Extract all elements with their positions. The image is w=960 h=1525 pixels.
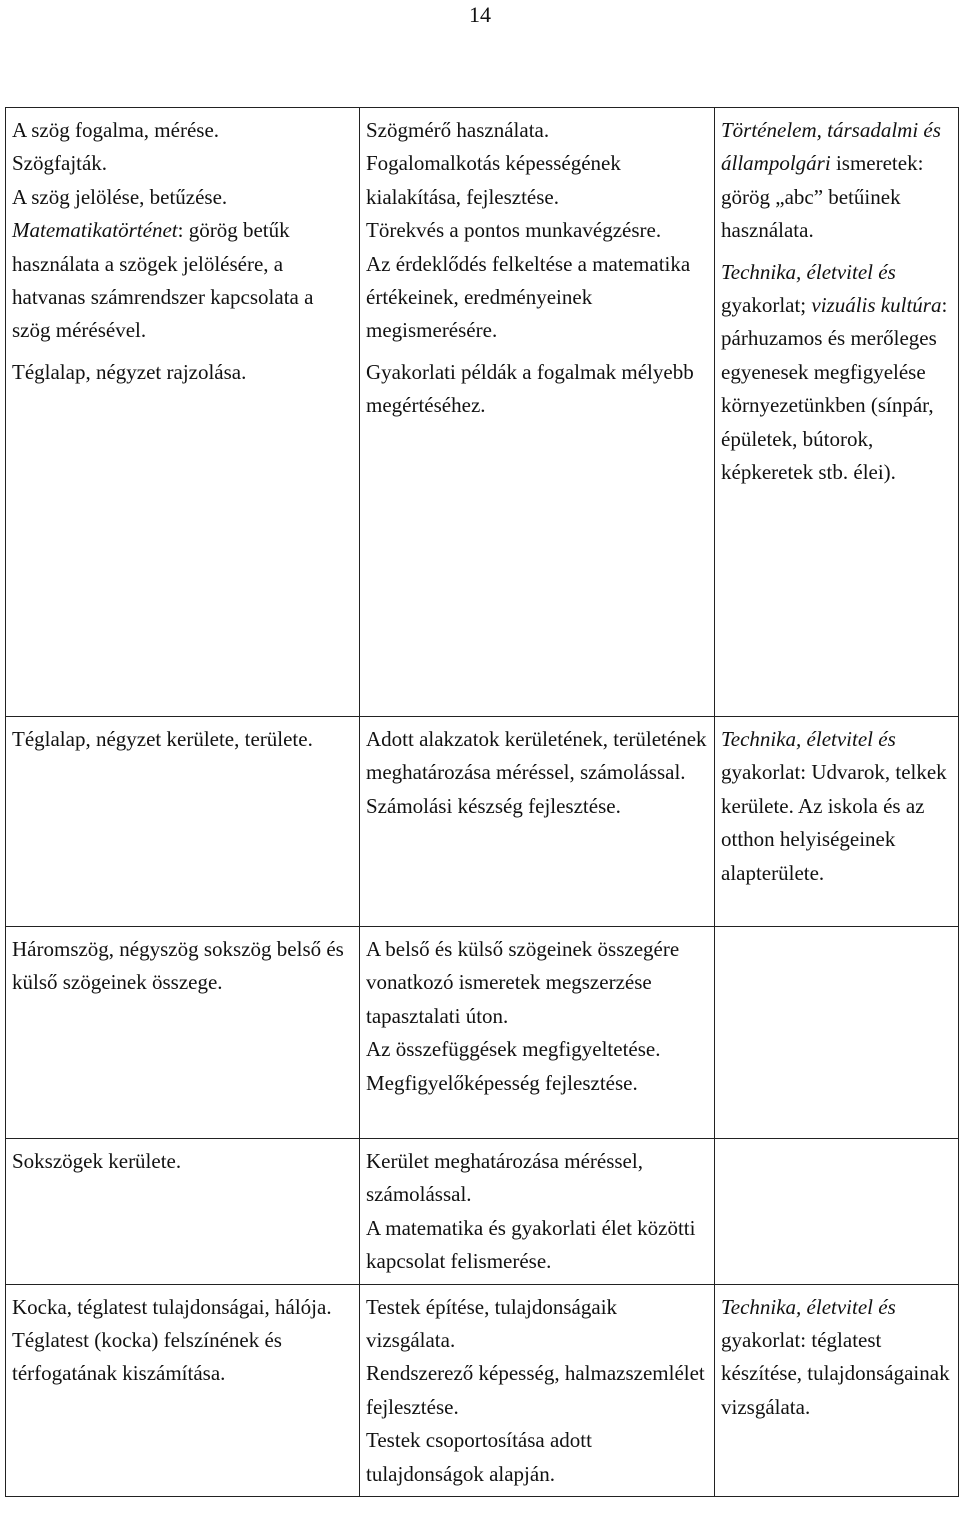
development-cell	[360, 717, 715, 927]
crosscurricular-text	[721, 1291, 952, 1425]
development-text: Számolási készség fejlesztése.	[366, 793, 621, 818]
development-text: A matematika és gyakorlati élet közötti kapcsolat felismerése.	[366, 1215, 696, 1274]
topic-text: A szög fogalma, mérése.	[12, 118, 220, 142]
crosscurricular-cell	[715, 1284, 959, 1496]
topic-text: Háromszög, négyszög sokszög belső és külső szögeinek összege.	[12, 937, 344, 995]
crosscurricular-text-rest: gyakorlat: Udvarok, telkek kerülete. Az iskola és az otthon helyiségeinek alapterülete.	[721, 760, 947, 885]
topic-text: A szög jelölése, betűzése.	[12, 184, 228, 209]
development-text: Az összefüggések megfigyeltetése.	[366, 1037, 661, 1062]
topic-text: Kocka, téglatest tulajdonságai, hálója.	[12, 1294, 332, 1319]
development-text: Gyakorlati példák a fogalmak mélyebb megértéséhez.	[366, 359, 694, 418]
topic-text: Téglatest (kocka) felszínének és térfogatának kiszámítása.	[12, 1328, 282, 1386]
crosscurricular-text	[721, 256, 952, 490]
topic-cell	[6, 1284, 360, 1496]
development-text: Testek csoportosítása adott tulajdonságok alapján.	[366, 1428, 592, 1486]
table-row	[6, 1139, 959, 1285]
development-text: Megfigyelőképesség fejlesztése.	[366, 1070, 638, 1095]
topic-text: Téglalap, négyzet kerülete, területe.	[12, 727, 313, 751]
development-cell	[360, 1139, 715, 1285]
crosscurricular-cell-empty	[715, 927, 959, 1139]
table-row	[6, 108, 959, 717]
topic-emphasis: Matematikatörténet	[12, 218, 178, 243]
subject-emphasis: Történelem, társadalmi és állampolgári	[721, 118, 941, 176]
crosscurricular-cell	[715, 717, 959, 927]
crosscurricular-cell	[715, 108, 959, 717]
development-text: Az érdeklődés felkeltése a matematika értékeinek, eredményeinek megismerésére.	[366, 251, 691, 343]
development-text: Fogalomalkotás képességének kialakítása, fejlesztése.	[366, 151, 621, 209]
topic-cell	[6, 108, 360, 717]
curriculum-table	[5, 107, 959, 1497]
topic-cell	[6, 717, 360, 927]
topic-text: Sokszögek kerülete.	[12, 1149, 182, 1173]
crosscurricular-text-rest: gyakorlat: téglatest készítése, tulajdonságainak vizsgálata.	[721, 1328, 950, 1419]
development-text: Testek építése, tulajdonságaik vizsgálata.	[366, 1294, 618, 1353]
topic-cell	[6, 927, 360, 1139]
development-text: A belső és külső szögeinek összegére vonatkozó ismeretek megszerzése tapasztalati úton.	[366, 937, 680, 1028]
development-text: Törekvés a pontos munkavégzésre.	[366, 218, 662, 243]
topic-text: Szögfajták.	[12, 151, 108, 176]
development-cell	[360, 927, 715, 1139]
crosscurricular-text-mid: gyakorlat;	[721, 293, 812, 318]
subject-emphasis: vizuális kultúra	[811, 293, 942, 318]
crosscurricular-text-rest: ismeretek: görög „abc” betűinek használata.	[721, 151, 924, 243]
topic-text: Téglalap, négyzet rajzolása.	[12, 359, 247, 384]
development-cell	[360, 108, 715, 717]
development-text: Kerület meghatározása méréssel, számolással.	[366, 1149, 643, 1207]
topic-text	[12, 214, 353, 348]
table-row	[6, 927, 959, 1139]
crosscurricular-text	[721, 723, 952, 890]
table-row	[6, 1284, 959, 1496]
development-text: Rendszerező képesség, halmazszemlélet fejlesztése.	[366, 1361, 705, 1419]
page-number: 14	[469, 2, 491, 27]
subject-emphasis: Technika, életvitel és	[721, 727, 896, 751]
subject-emphasis: Technika, életvitel és	[721, 1294, 896, 1319]
crosscurricular-text	[721, 114, 952, 248]
crosscurricular-text-rest: : párhuzamos és merőleges egyenesek megfigyelése környezetünkben (sínpár, épületek, bútorok, képkeretek stb. élei).	[721, 293, 948, 485]
table-row	[6, 717, 959, 927]
subject-emphasis: Technika, életvitel és	[721, 259, 896, 284]
development-text: Adott alakzatok kerületének, területének meghatározása méréssel, számolással.	[366, 727, 707, 785]
topic-text-rest: : görög betűk használata a szögek jelölésére, a hatvanas számrendszer kapcsolata a szög mérésével.	[12, 218, 314, 343]
development-text: Szögmérő használata.	[366, 118, 550, 142]
development-cell	[360, 1284, 715, 1496]
crosscurricular-cell-empty	[715, 1139, 959, 1285]
topic-cell	[6, 1139, 360, 1285]
